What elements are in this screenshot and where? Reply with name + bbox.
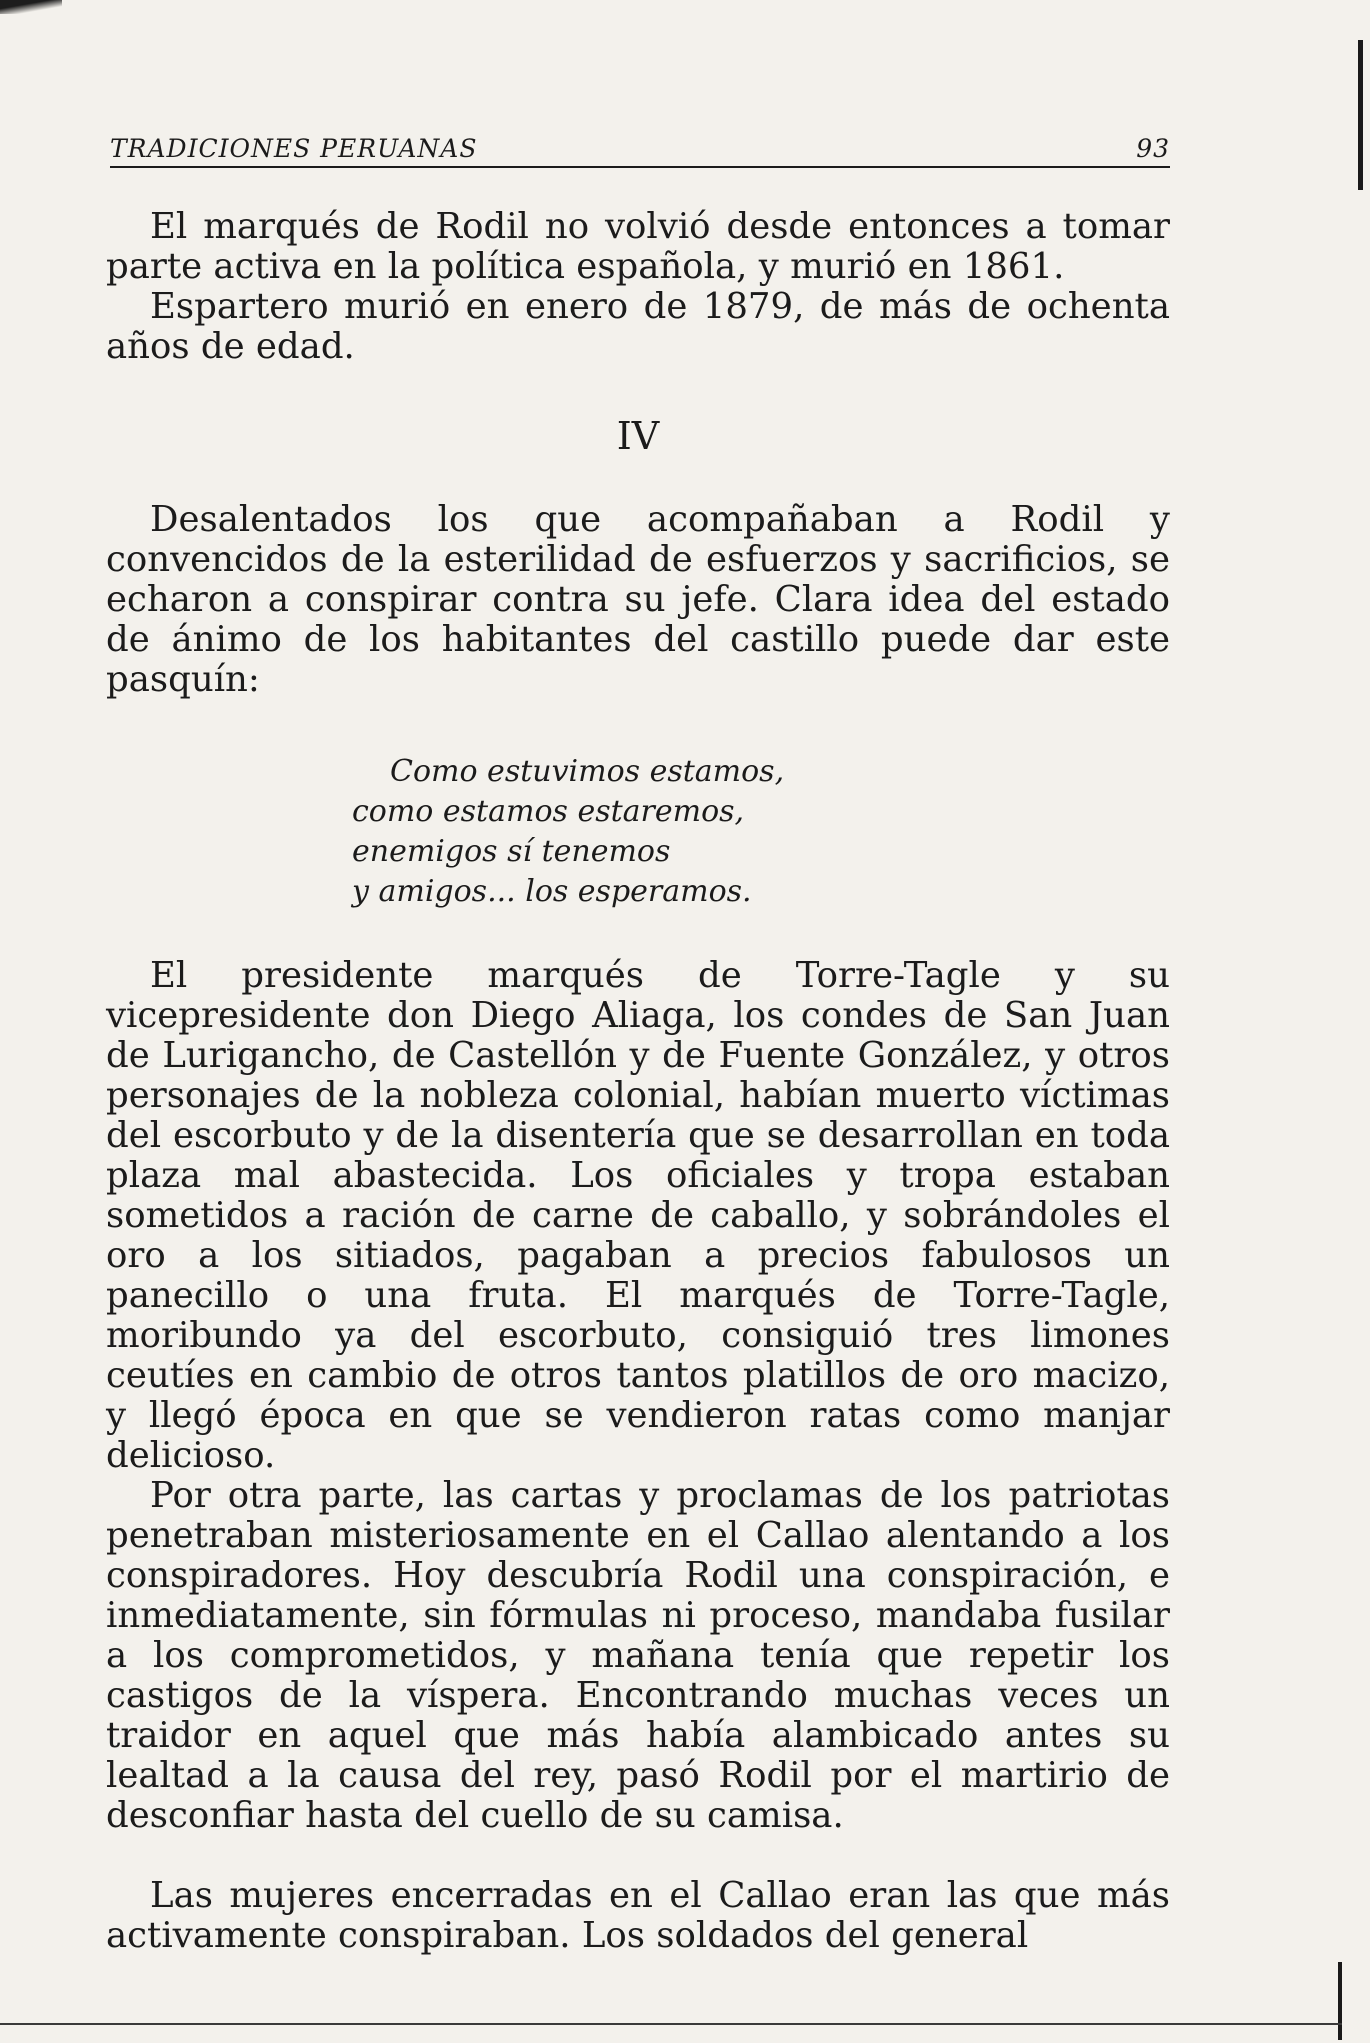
running-head-title: TRADICIONES PERUANAS	[110, 134, 478, 163]
poem	[352, 752, 784, 912]
page-number: 93	[1136, 134, 1170, 163]
scan-corner-mark	[0, 0, 62, 14]
poem-line: y amigos... los esperamos.	[352, 874, 752, 909]
section-heading: IV	[616, 414, 660, 458]
poem-line: como estamos estaremos,	[352, 794, 745, 829]
paragraph-5: Por otra parte, las cartas y proclamas de los patriotas penetraban misteriosamente en el Callao alentando a los conspiradores. Hoy descubría Rodil una conspiración, e inmediatamente, sin fórmulas ni proceso, mandaba fusilar a los comprometidos, y mañana tenía que repetir los castigos de la víspera. Encontrando muchas veces un traidor en aquel que más había alambicado antes su lealtad a la causa del rey, pasó Rodil por el martirio de desconfiar hasta del cuello de su camisa.	[106, 1475, 1170, 1836]
paragraph-2: Espartero murió en enero de 1879, de más de ochenta años de edad.	[106, 286, 1170, 367]
paragraph-4: El presidente marqués de Torre-Tagle y su vicepresidente don Diego Aliaga, los condes de San Juan de Lurigancho, de Castellón y de Fuente González, y otros personajes de la nobleza colonial, habían muerto víctimas del escorbuto y de la disentería que se desarrollan en toda plaza mal abastecida. Los oficiales y tropa estaban sometidos a ración de carne de caballo, y sobrándoles el oro a los sitiados, pagaban a precios fabulosos un panecillo o una fruta. El marqués de Torre-Tagle, moribundo ya del escorbuto, consiguió tres limones ceutíes en cambio de otros tantos platillos de oro macizo, y llegó época en que se vendieron ratas como manjar delicioso.	[106, 955, 1170, 1476]
poem-line: enemigos sí tenemos	[352, 834, 671, 869]
running-head	[110, 134, 1170, 168]
scan-bottom-rule	[0, 2023, 1342, 2025]
paragraph-1: El marqués de Rodil no volvió desde entonces a tomar parte activa en la política española, y murió en 1861.	[106, 206, 1170, 287]
paragraph-3: Desalentados los que acompañaban a Rodil y convencidos de la esterilidad de esfuerzos y sacrificios, se echaron a conspirar contra su jefe. Clara idea del estado de ánimo de los habitantes del castillo puede dar este pasquín:	[106, 499, 1170, 700]
poem-line: Como estuvimos estamos,	[390, 754, 785, 789]
scan-edge-rule-bottom	[1338, 1962, 1342, 2040]
scan-edge-rule-top	[1358, 40, 1363, 190]
paragraph-6: Las mujeres encerradas en el Callao eran las que más activamente conspiraban. Los soldados del general	[106, 1875, 1170, 1956]
